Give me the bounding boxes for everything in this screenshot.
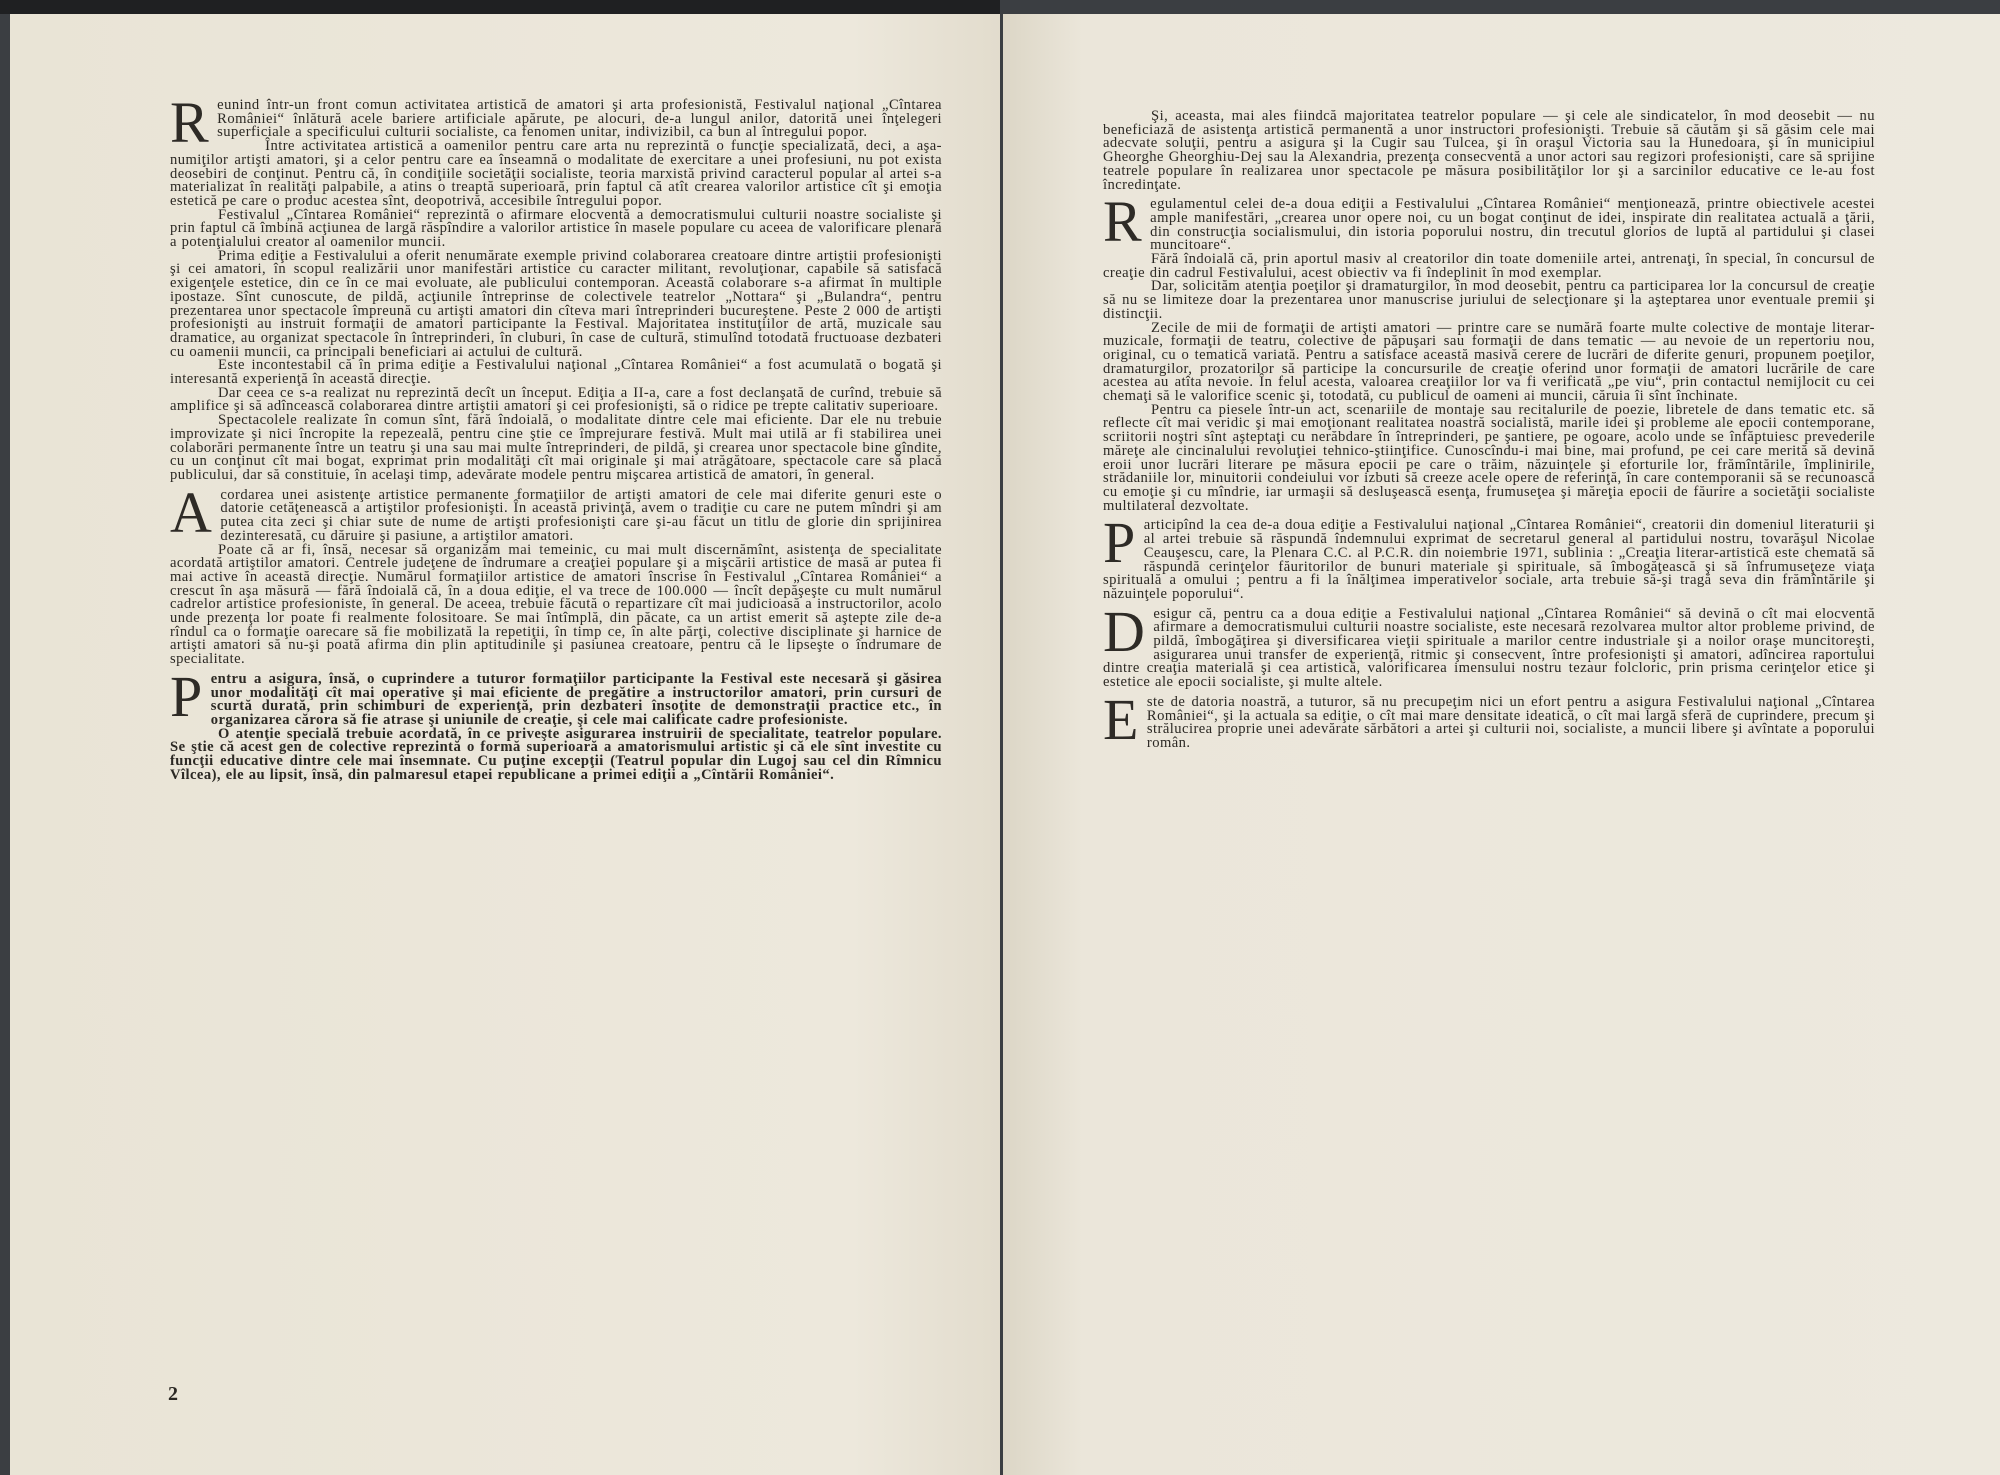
paragraph-text: egulamentul celei de-a doua ediţii a Festivalului „Cîntarea României“ menţionează, printre obiectivele acestei ample manifestări, „crearea unor opere noi, cu un bogat conţinut de idei, inspirate din realitatea actuală a ţării, din construcţia socialismului, din istoria poporului nostru, din trecutul glorios de luptă al partidului şi clasei muncitoare“. (1150, 196, 1875, 254)
paragraph-text: Prima ediţie a Festivalului a oferit nenumărate exemple privind colaborarea creatoare dintre artiştii profesionişti şi cei amatori, în scopul realizării unor manifestări artistice cu caracter militant, revoluţionar, capabile să satisfacă exigenţele estetice, din ce în ce mai evoluate, ale publicului contemporan. Această colaborare s-a afirmat în multiple ipostaze. Sînt cunoscute, de pildă, acţiunile întreprinse de colectivele teatrelor „Nottara“ şi „Bulandra“, pentru prezentarea unor spectacole împreună cu artişti amatori din cîteva mari întreprinderi bucureştene. Peste 2 000 de artişti profesionişti au instruit formaţii de amatori participante la Festival. Majoritatea instituţiilor de artă, muzicale sau dramatice, au organizat spectacole în întreprinderi, în cluburi, în case de cultură, stimulînd totodată fructuoase dezbateri cu oamenii muncii, ca principali beneficiari ai actului de cultură. (170, 247, 942, 360)
left-text-column (170, 90, 942, 783)
paragraph (170, 90, 942, 155)
paragraph-text: eunind într-un front comun activitatea artistică de amatori şi arta profesionistă, Festivalul naţional „Cîntarea României“ înlătură acele bariere artificiale apărute, pe alocuri, de-a lungul anilor, datorită unei înţelegeri superficiale a specificului culturii socialiste, ca fenomen unitar, indivizibil, ca bun al întregului popor. (217, 97, 942, 141)
paragraph-text: Dar, solicităm atenţia poeţilor şi dramaturgilor, în mod deosebit, pentru ca participarea lor la concursul de creaţie să nu se limiteze doar la prezentarea unor manuscrise juriului de selecţionare şi la aşteptarea unor eventuale premii şi distincţii. (1103, 278, 1875, 322)
paragraph (170, 384, 942, 415)
paragraph-text: articipînd la cea de-a doua ediţie a Festivalului naţional „Cîntarea României“, creatorii din domeniul literaturii şi al artei trebuie să răspundă îndemnului exprimat de secretarul general al partidului nostru, tovarăşul Nicolae Ceauşescu, care, la Plenara C.C. al P.C.R. din noiembrie 1971, sublinia : „Creaţia literar-artistică este chemată să răspundă cerinţelor făuritorilor de bunuri materiale şi spirituale, să îmbogăţească şi să înfrumuseţeze viaţa spirituală a omului ; pentru a fi la înălţimea imperativelor sociale, arta trebuie să-şi tragă seva din frămîntările şi năzuinţele poporului“. (1103, 517, 1875, 602)
paragraph-text: O atenţie specială trebuie acordată, în ce priveşte asigurarea instruirii de specialitate, teatrelor populare. Se ştie că acest gen de colective reprezintă o formă superioară a amatorismului artistic şi că ele sînt investite cu funcţii educative dintre cele mai însemnate. Cu puţine excepţii (Teatrul popular din Lugoj sau cel din Rîmnicu Vîlcea), ele au lipsit, însă, din palmaresul etapei republicane a primei ediţii a „Cîntării României“. (170, 725, 942, 783)
paragraph (170, 140, 942, 209)
paragraph (170, 541, 942, 668)
right-column-block (1103, 110, 1875, 751)
paragraph (170, 359, 942, 386)
paragraph (170, 247, 942, 360)
right-page (1003, 14, 2000, 1475)
page-number: 2 (168, 1383, 178, 1405)
paragraph (170, 479, 942, 545)
paragraph-text: esigur că, pentru ca a doua ediţie a Festivalului naţional „Cîntarea României“ să devină o cît mai elocventă afirmare a democratismului culturii noastre socialiste, este necesară rezolvarea multor altor probleme privind, de pildă, îmbogăţirea şi diversificarea vieţii spirituale a marilor centre industriale şi a noilor oraşe muncitoreşti, asigurarea unui transfer de experienţă, ritmic şi consecvent, între profesionişti şi amatori, adîncirea raportului dintre creaţia materială şi cea artistică, valorificarea imensului nostru tezaur folcloric, prin prisma cerinţelor etice şi estetice ale epocii socialiste, şi multe altele. (1103, 605, 1875, 691)
paragraph (170, 206, 942, 251)
top-edge-strip (0, 0, 1000, 14)
paragraph-text: Şi, aceasta, mai ales fiindcă majoritatea teatrelor populare — şi cele ale sindicatelor, în mod deosebit — nu beneficiază de asistenţa artistică permanentă a unor instructori profesionişti. Trebuie să căutăm şi să găsim cele mai adecvate soluţii, pentru a asigura şi la Cugir sau Tulcea, şi în oraşul Victoria sau la Hunedoara, şi în municipiul Gheorghe Gheorghiu-Dej sau la Alexandria, prezenţa consecventă a unor actori sau regizori profesionişti, care să sprijine teatrele populare în realizarea unor spectacole pe măsura posibilităţilor lor şi a sarcinilor educative ce le-au fost încredinţate. (1103, 108, 1875, 193)
drop-cap: E (1103, 686, 1139, 752)
drop-cap: A (170, 479, 213, 545)
paragraph-text: Poate că ar fi, însă, necesar să organizăm mai temeinic, cu mai mult discernămînt, asistenţa de specialitate acordată artiştilor amatori. Centrele judeţene de îndrumare a creaţiei populare şi a mişcării artistice de masă ar putea fi mai active în această direcţie. Numărul formaţiilor artistice de amatori înscrise în Festivalul „Cîntarea României“ a crescut în aşa măsură — fără îndoială că, în a doua ediţie, el va trece de 100.000 — încît depăşeşte cu mult numărul cadrelor artistice profesioniste, în general. De aceea, trebuie făcută o repartizare cît mai judicioasă a instructorilor, acolo unde prezenţa lor poate fi realmente folositoare. Se mai întîmplă, din păcate, ca un artist emerit să aştepte zile de-a rîndul ca o formaţie oarecare să fie mobilizată la repetiţii, în timp ce, în alte părţi, colective disciplinate şi harnice de artişti amatori să nu-şi poată afirma din plin aptitudinile şi pasiunea creatoare, pentru că le lipseşte o îndrumare de specialitate. (170, 541, 942, 668)
paragraph-text: ste de datoria noastră, a tuturor, să nu precupeţim nici un efort pentru a asigura Festivalului naţional „Cîntarea României“, şi la actuala sa ediţie, o cît mai mare densitate ideatică, o cît mai largă sferă de cuprindere, precum şi strălucirea proprie unei adevărate sărbători a artei şi culturii noi, socialiste, a muncii libere şi avîntate a poporului român. (1146, 693, 1875, 751)
paragraph-text: Zecile de mii de formaţii de artişti amatori — printre care se numără foarte multe colective de montaje literar-muzicale, formaţii de teatru, colective de păpuşari sau formaţii de dans tematic — au nevoie de un repertoriu nou, original, cu o tematică variată. Pentru a satisface această masivă cerere de lucrări de diferite genuri, propunem poeţilor, dramaturgilor, prozatorilor să participe la concursurile de creaţie oferind unor formaţii de amatori lucrările de care acestea au atîta nevoie. În felul acesta, valoarea creaţiilor lor va fi verificată „pe viu“, prin contactul nemijlocit cu cei chemaţi să le valorifice scenic şi, totodată, cu publicul de oameni ai muncii, căruia îi sînt închinate. (1103, 319, 1875, 405)
paragraph-text: Dar ceea ce s-a realizat nu reprezintă decît un început. Ediţia a II-a, care a fost declanşată de curînd, trebuie să amplifice şi să adîncească colaborarea dintre artiştii amatori şi cei profesionişti, să o ridice pe trepte calitativ superioare. (170, 384, 942, 415)
paragraph (170, 663, 942, 729)
paragraph-text: Fără îndoială că, prin aportul masiv al creatorilor din toate domeniile artei, antrenaţi, în special, în concursul de creaţie din cadrul Festivalului, acest obiectiv va fi îndeplinit în mod exemplar. (1103, 251, 1875, 281)
right-text-column (1103, 110, 1875, 751)
paragraph (170, 725, 942, 783)
left-column-block (170, 90, 942, 668)
paragraph (1103, 598, 1875, 691)
paragraph (1103, 686, 1875, 752)
left-bold-column-block (170, 663, 942, 783)
drop-cap: D (1103, 598, 1146, 664)
paragraph-text: cordarea unei asistenţe artistice permanente formaţiilor de artişti amatori de cele mai diferite genuri este o datorie cetăţenească a artiştilor profesionişti. În această privinţă, avem o tradiţie cu care ne putem mîndri şi am putea cita zeci şi chiar sute de nume de artişti profesionişti care şi-au făcut un titlu de glorie din sprijinirea dezinteresată, cu dăruire şi pasiune, a artiştilor amatori. (220, 486, 942, 544)
paragraph-text: Între activitatea artistică a oamenilor pentru care arta nu reprezintă o funcţie specializată, deci, a aşa-numiţilor artişti amatori, şi a celor pentru care ea înseamnă o modalitate de exercitare a unei profesiuni, nu pot exista deosebiri de conţinut. Pentru că, în condiţiile societăţii socialiste, teoria marxistă privind caracterul popular al artei s-a materializat în realităţi palpabile, a atins o treaptă superioară, prin faptul că atît crearea valorilor artistice cît şi emoţia estetică pe care o produc acestea sînt, deopotrivă, accesibile întregului popor. (170, 138, 942, 209)
drop-cap: P (170, 663, 203, 729)
drop-cap: R (170, 90, 210, 155)
paragraph (1103, 510, 1875, 602)
drop-cap: P (1103, 510, 1136, 576)
paragraph (1103, 280, 1875, 321)
paragraph (1103, 189, 1875, 255)
paragraph (1103, 110, 1875, 192)
paragraph-text: Pentru ca piesele într-un act, scenariile de montaje sau recitalurile de poezie, libretele de dans tematic etc. să reflecte cît mai veridic şi mai emoţionant realitatea noastră socialistă, marile idei şi probleme ale epocii contemporane, scriitorii noştri sînt aşteptaţi cu nerăbdare în întreprinderi, pe şantiere, pe ogoare, acolo unde se înfăptuiesc prevederile măreţe ale cincinalului revoluţiei tehnico-ştiinţifice. Cunoscîndu-i mai bine, mai profund, pe cei care merită să devină eroii unor lucrări literare pe măsura epocii pe care o trăim, năzuinţele şi eforturile lor, frămîntările, împlinirile, strădaniile lor, minuitorii condeiului vor izbuti să creeze acele opere de referinţă, în care contemporanii să se recunoască cu emoţie şi cu mîndrie, iar urmaşii să desluşească esenţa, frumuseţea şi măreţia epocii de făurire a societăţii socialiste multilateral dezvoltate. (1103, 401, 1875, 514)
paragraph (170, 414, 942, 483)
left-page (10, 14, 1000, 1475)
paragraph (1103, 319, 1875, 405)
paragraph-text: Spectacolele realizate în comun sînt, fără îndoială, o modalitate dintre cele mai eficiente. Dar ele nu trebuie improvizate şi nici încropite la repezeală, pentru cine ştie ce împrejurare festivă. Mult mai utilă ar fi stabilirea unei colaborări permanente între un teatru şi una sau mai multe întreprinderi, de pildă, şi crearea unor spectacole bine gîndite, cu un conţinut cît mai bogat, exprimat prin modalităţi cît mai originale şi mai atrăgătoare, spectacole care să placă publicului, dar să constituie, în acelaşi timp, adevărate modele pentru mişcarea artistică de amatori, în general. (170, 412, 942, 483)
paragraph-text: Festivalul „Cîntarea României“ reprezintă o afirmare elocventă a democratismului culturii noastre socialiste şi prin faptul că îmbină acţiunea de largă răspîndire a valorilor artistice în masele populare cu aceea de valorificare plenară a potenţialului creator al oamenilor muncii. (170, 206, 942, 251)
drop-cap: R (1103, 189, 1143, 255)
paragraph-text: entru a asigura, însă, o cuprindere a tuturor formaţiilor participante la Festival este necesară şi găsirea unor modalităţi cît mai operative şi mai eficiente de pregătire a instructorilor amatori, prin cursuri de scurtă durată, prin schimburi de experienţă, prin dezbateri însoţite de demonstraţii practice etc., în organizarea cărora să fie atrase şi uniunile de creaţie, şi cele mai calificate cadre profesioniste. (210, 670, 942, 728)
paragraph (1103, 253, 1875, 280)
paragraph-text: Este incontestabil că în prima ediţie a Festivalului naţional „Cîntarea României“ a fost acumulată o bogată şi interesantă experienţă în această direcţie. (170, 357, 942, 388)
paragraph (1103, 401, 1875, 514)
